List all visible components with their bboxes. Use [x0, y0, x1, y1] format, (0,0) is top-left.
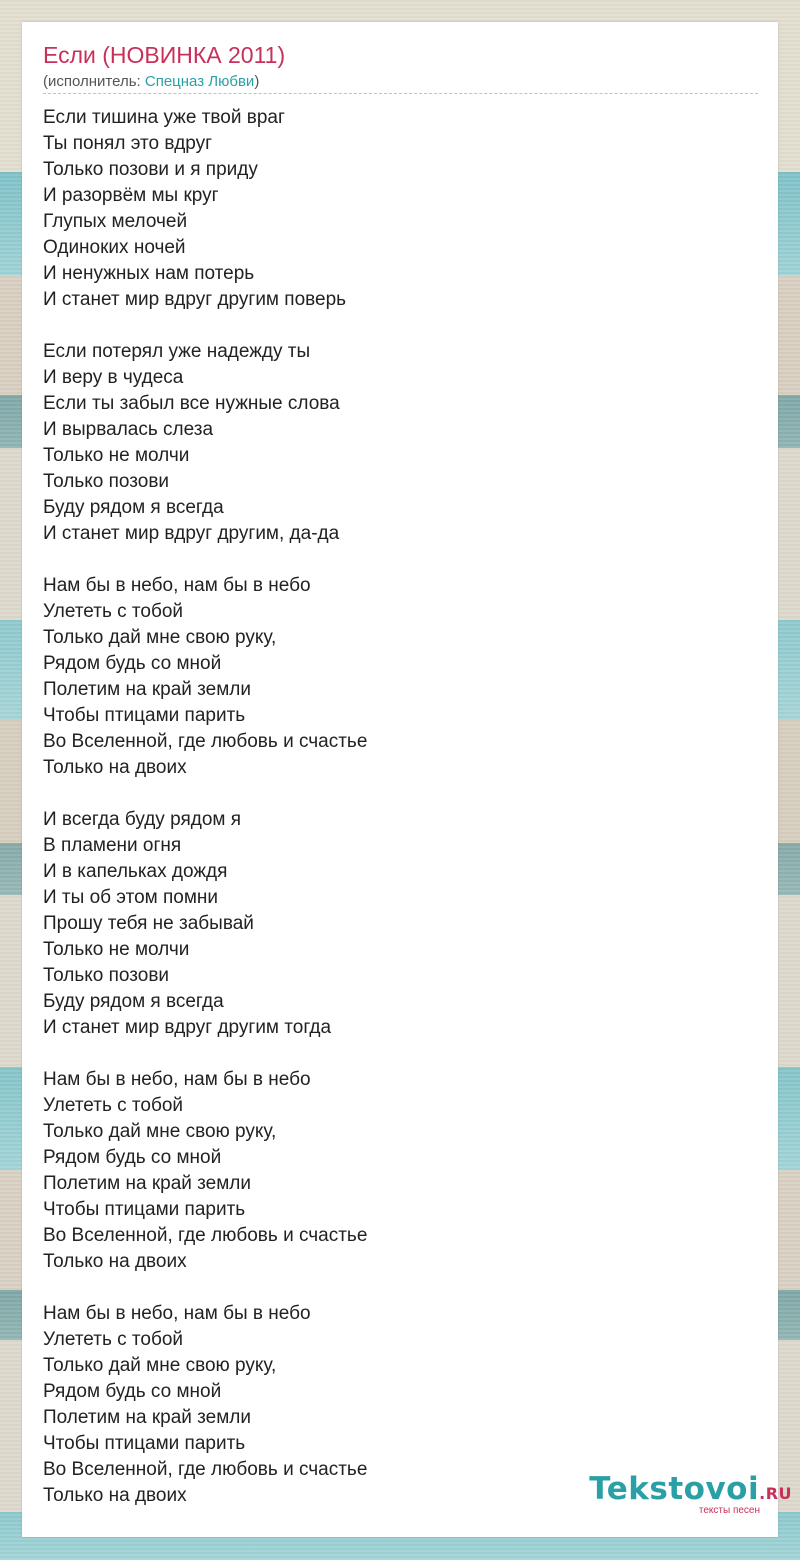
lyric-line: И станет мир вдруг другим тогда	[43, 1017, 332, 1038]
lyric-line: И ты об этом помни	[43, 887, 218, 908]
lyric-line: Глупых мелочей	[43, 211, 188, 232]
lyric-line: Полетим на край земли	[43, 1173, 251, 1194]
lyric-line: Только позови	[43, 471, 170, 492]
lyric-line: Чтобы птицами парить	[43, 1199, 246, 1220]
lyric-line: Полетим на край земли	[43, 1407, 251, 1428]
stanza-break	[43, 1275, 758, 1301]
lyric-line: И разорвём мы круг	[43, 185, 219, 206]
site-logo[interactable]	[589, 1472, 792, 1516]
lyric-line: Чтобы птицами парить	[43, 705, 246, 726]
lyric-line: Нам бы в небо, нам бы в небо	[43, 575, 311, 596]
lyric-line: Только дай мне свою руку,	[43, 627, 277, 648]
lyric-line: И ненужных нам потерь	[43, 263, 255, 284]
lyric-line: Прошу тебя не забывай	[43, 913, 254, 934]
lyrics-card	[22, 22, 778, 1537]
logo-tagline: тексты песен	[698, 1505, 760, 1516]
lyric-line: Нам бы в небо, нам бы в небо	[43, 1303, 311, 1324]
lyric-line: Улететь с тобой	[43, 1329, 184, 1350]
lyric-line: Только на двоих	[43, 1251, 187, 1272]
lyric-line: Ты понял это вдруг	[43, 133, 213, 154]
performer-line	[43, 73, 259, 90]
artist-link[interactable]: Спецназ Любви	[144, 73, 255, 90]
lyric-line: Рядом будь со мной	[43, 1147, 222, 1168]
lyric-line: И всегда буду рядом я	[43, 809, 242, 830]
lyric-line: И веру в чудеса	[43, 367, 184, 388]
lyric-line: Во Вселенной, где любовь и счастье	[43, 1225, 368, 1246]
lyric-line: Только дай мне свою руку,	[43, 1121, 277, 1142]
performer-prefix: (исполнитель:	[43, 73, 145, 90]
lyric-line: Если ты забыл все нужные слова	[43, 393, 340, 414]
lyric-line: Во Вселенной, где любовь и счастье	[43, 1459, 368, 1480]
title-divider	[43, 93, 758, 94]
lyric-line: Если потерял уже надежду ты	[43, 341, 311, 362]
lyric-line: Улететь с тобой	[43, 1095, 184, 1116]
lyric-line: Одиноких ночей	[43, 237, 186, 258]
lyric-line: Только позови	[43, 965, 170, 986]
lyric-line: Рядом будь со мной	[43, 1381, 222, 1402]
lyric-line: Во Вселенной, где любовь и счастье	[43, 731, 368, 752]
lyric-line: Только дай мне свою руку,	[43, 1355, 277, 1376]
lyric-line: Только не молчи	[43, 445, 190, 466]
stanza-break	[43, 1041, 758, 1067]
lyric-line: Если тишина уже твой враг	[43, 107, 285, 128]
lyrics-body	[43, 105, 758, 1509]
stanza-break	[43, 313, 758, 339]
lyric-line: И станет мир вдруг другим, да-да	[43, 523, 340, 544]
lyric-line: Только позови и я приду	[43, 159, 258, 180]
lyric-line: И станет мир вдруг другим поверь	[43, 289, 347, 310]
lyric-line: Нам бы в небо, нам бы в небо	[43, 1069, 311, 1090]
lyric-line: Буду рядом я всегда	[43, 991, 224, 1012]
lyric-line: И вырвалась слеза	[43, 419, 214, 440]
logo-name: Tekstovoi	[589, 1471, 760, 1507]
lyric-line: И в капельках дождя	[43, 861, 228, 882]
lyric-line: В пламени огня	[43, 835, 182, 856]
lyric-line: Полетим на край земли	[43, 679, 251, 700]
lyric-line: Только на двоих	[43, 1485, 187, 1506]
lyric-line: Улететь с тобой	[43, 601, 184, 622]
lyric-line: Только не молчи	[43, 939, 190, 960]
lyric-line: Только на двоих	[43, 757, 187, 778]
lyric-line: Рядом будь со мной	[43, 653, 222, 674]
lyric-line: Буду рядом я всегда	[43, 497, 224, 518]
song-title: Если (НОВИНКА 2011)	[43, 42, 286, 68]
performer-suffix: )	[254, 73, 260, 90]
stanza-break	[43, 547, 758, 573]
logo-tld: .RU	[759, 1484, 792, 1503]
stanza-break	[43, 781, 758, 807]
logo-wordmark	[589, 1472, 792, 1511]
lyric-line: Чтобы птицами парить	[43, 1433, 246, 1454]
